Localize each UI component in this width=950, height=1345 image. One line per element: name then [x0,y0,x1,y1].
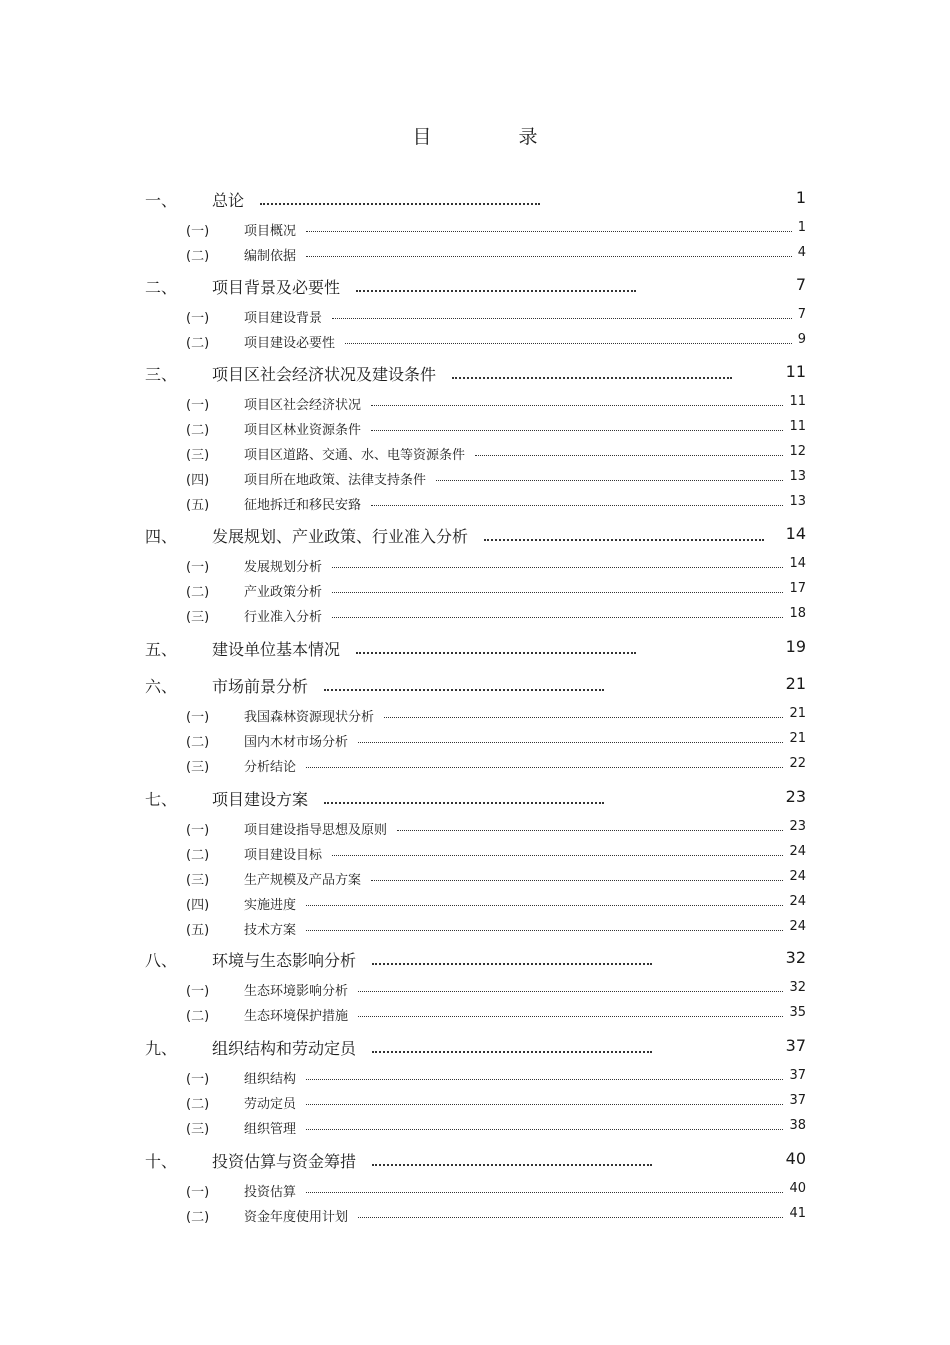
page-number: 12 [789,444,806,459]
toc-subsection-row[interactable] [0,305,950,325]
dot-leader [306,1129,783,1130]
section-title: 环境与生态影响分析 [212,951,357,970]
page-number: 1 [797,220,806,235]
subsection-title: 实施进度 [244,898,297,913]
toc-section-row[interactable] [0,672,950,698]
section-title: 投资估算与资金筹措 [212,1152,357,1171]
subsection-title: 分析结论 [244,760,297,775]
section-number: 九、 [145,1039,178,1058]
section-title: 项目建设方案 [212,790,309,809]
section-title: 项目背景及必要性 [212,278,341,297]
page-number: 7 [797,307,806,322]
dot-leader [356,652,636,654]
dot-leader [306,231,792,232]
subsection-title: 生态环境保护措施 [244,1009,349,1024]
subsection-number: (一) [186,1072,210,1087]
subsection-title: 编制依据 [244,249,297,264]
page-number: 19 [785,637,806,656]
dot-leader [358,1016,783,1017]
dot-leader [358,991,783,992]
subsection-title: 项目概况 [244,224,297,239]
toc-title: 目 录 [412,126,572,148]
toc-subsection-row[interactable] [0,1003,950,1023]
subsection-title: 生态环境影响分析 [244,984,349,999]
toc-subsection-row[interactable] [0,754,950,774]
section-number: 六、 [145,677,178,696]
toc-subsection-row[interactable] [0,1179,950,1199]
subsection-number: (三) [186,610,210,625]
dot-leader [332,592,783,593]
subsection-number: (一) [186,311,210,326]
subsection-title: 国内木材市场分析 [244,735,349,750]
page-number: 32 [785,948,806,967]
dot-leader [372,963,652,965]
section-number: 八、 [145,951,178,970]
subsection-title: 行业准入分析 [244,610,323,625]
section-number: 一、 [145,191,178,210]
section-number: 七、 [145,790,178,809]
page-number: 13 [789,469,806,484]
toc-subsection-row[interactable] [0,1204,950,1224]
subsection-number: (一) [186,224,210,239]
subsection-number: (五) [186,498,210,513]
dot-leader [371,430,783,431]
subsection-title: 项目建设必要性 [244,336,336,351]
toc-subsection-row[interactable] [0,1116,950,1136]
section-title: 组织结构和劳动定员 [212,1039,357,1058]
dot-leader [358,1217,783,1218]
page-number: 23 [785,787,806,806]
page-number: 13 [789,494,806,509]
page-number: 11 [789,394,806,409]
subsection-title: 技术方案 [244,923,297,938]
section-title: 发展规划、产业政策、行业准入分析 [212,527,469,546]
page-number: 23 [789,819,806,834]
page-number: 24 [789,844,806,859]
subsection-number: (二) [186,585,210,600]
toc-section-row[interactable] [0,1034,950,1060]
subsection-title: 发展规划分析 [244,560,323,575]
dot-leader [324,689,604,691]
subsection-title: 生产规模及产品方案 [244,873,362,888]
subsection-title: 项目区社会经济状况 [244,398,362,413]
subsection-number: (二) [186,1097,210,1112]
subsection-number: (三) [186,1122,210,1137]
dot-leader [306,905,783,906]
page-number: 11 [785,362,806,381]
dot-leader [372,1051,652,1053]
toc-section-row[interactable] [0,273,950,299]
page-number: 14 [785,524,806,543]
subsection-number: (一) [186,1185,210,1200]
page-number: 9 [797,332,806,347]
section-title: 建设单位基本情况 [212,640,341,659]
subsection-title: 征地拆迁和移民安臵 [244,498,362,513]
dot-leader [384,717,783,718]
dot-leader [356,290,636,292]
dot-leader [358,742,783,743]
subsection-title: 资金年度使用计划 [244,1210,349,1225]
subsection-number: (五) [186,923,210,938]
dot-leader [397,830,783,831]
subsection-number: (四) [186,898,210,913]
dot-leader [436,480,783,481]
page-number: 37 [789,1093,806,1108]
page-number: 35 [789,1005,806,1020]
toc-subsection-row[interactable] [0,604,950,624]
dot-leader [306,767,783,768]
dot-leader [371,405,783,406]
subsection-title: 项目建设目标 [244,848,323,863]
section-number: 二、 [145,278,178,297]
subsection-number: (三) [186,448,210,463]
page-number: 22 [789,756,806,771]
subsection-title: 投资估算 [244,1185,297,1200]
dot-leader [324,802,604,804]
page-number: 24 [789,919,806,934]
section-number: 五、 [145,640,178,659]
toc-subsection-row[interactable] [0,392,950,412]
toc-subsection-row[interactable] [0,917,950,937]
toc-subsection-row[interactable] [0,867,950,887]
subsection-number: (二) [186,848,210,863]
toc-section-row[interactable] [0,946,950,972]
subsection-number: (二) [186,249,210,264]
subsection-number: (二) [186,1009,210,1024]
page-number: 40 [789,1181,806,1196]
toc-subsection-row[interactable] [0,1091,950,1111]
dot-leader [260,203,540,205]
page-number: 40 [785,1149,806,1168]
page-number: 14 [789,556,806,571]
dot-leader [484,539,764,541]
page-number: 18 [789,606,806,621]
page-number: 38 [789,1118,806,1133]
page-number: 37 [789,1068,806,1083]
page-number: 24 [789,894,806,909]
toc-subsection-row[interactable] [0,243,950,263]
dot-leader [332,567,783,568]
dot-leader [332,318,792,319]
toc-subsection-row[interactable] [0,218,950,238]
dot-leader [475,455,783,456]
toc-subsection-row[interactable] [0,704,950,724]
subsection-number: (三) [186,873,210,888]
toc-subsection-row[interactable] [0,729,950,749]
page-number: 17 [789,581,806,596]
toc-section-row[interactable] [0,785,950,811]
toc-section-row[interactable] [0,635,950,661]
subsection-title: 产业政策分析 [244,585,323,600]
toc-subsection-row[interactable] [0,1066,950,1086]
subsection-number: (一) [186,984,210,999]
dot-leader [371,505,783,506]
page-number: 7 [795,275,806,294]
dot-leader [306,1192,783,1193]
toc-subsection-row[interactable] [0,978,950,998]
toc-subsection-row[interactable] [0,554,950,574]
subsection-number: (二) [186,1210,210,1225]
toc-subsection-row[interactable] [0,892,950,912]
subsection-number: (一) [186,560,210,575]
subsection-number: (一) [186,710,210,725]
toc-section-row[interactable] [0,1147,950,1173]
subsection-title: 组织管理 [244,1122,297,1137]
toc-subsection-row[interactable] [0,442,950,462]
toc-subsection-row[interactable] [0,817,950,837]
dot-leader [332,855,783,856]
section-title: 项目区社会经济状况及建设条件 [212,365,437,384]
dot-leader [345,343,792,344]
subsection-title: 组织结构 [244,1072,297,1087]
page-number: 41 [789,1206,806,1221]
subsection-number: (一) [186,823,210,838]
subsection-title: 项目建设背景 [244,311,323,326]
page-number: 24 [789,869,806,884]
subsection-title: 项目区道路、交通、水、电等资源条件 [244,448,466,463]
subsection-number: (二) [186,423,210,438]
subsection-number: (四) [186,473,210,488]
toc-section-row[interactable] [0,522,950,548]
page-number: 4 [797,245,806,260]
dot-leader [306,1079,783,1080]
dot-leader [372,1164,652,1166]
subsection-number: (二) [186,336,210,351]
toc-subsection-row[interactable] [0,467,950,487]
dot-leader [306,256,792,257]
dot-leader [332,617,783,618]
subsection-title: 项目所在地政策、法律支持条件 [244,473,427,488]
page-number: 21 [785,674,806,693]
dot-leader [306,1104,783,1105]
section-number: 三、 [145,365,178,384]
subsection-number: (二) [186,735,210,750]
toc-subsection-row[interactable] [0,417,950,437]
toc-section-row[interactable] [0,360,950,386]
subsection-title: 劳动定员 [244,1097,297,1112]
section-title: 市场前景分析 [212,677,309,696]
toc-subsection-row[interactable] [0,330,950,350]
page-number: 21 [789,731,806,746]
section-number: 四、 [145,527,178,546]
page-number: 21 [789,706,806,721]
toc-subsection-row[interactable] [0,842,950,862]
page-number: 1 [795,188,806,207]
toc-section-row[interactable] [0,186,950,212]
section-number: 十、 [145,1152,178,1171]
subsection-title: 项目建设指导思想及原则 [244,823,388,838]
page-number: 37 [785,1036,806,1055]
page-number: 11 [789,419,806,434]
toc-subsection-row[interactable] [0,579,950,599]
dot-leader [371,880,783,881]
subsection-number: (三) [186,760,210,775]
section-title: 总论 [212,191,245,210]
dot-leader [452,377,732,379]
subsection-title: 项目区林业资源条件 [244,423,362,438]
toc-subsection-row[interactable] [0,492,950,512]
subsection-title: 我国森林资源现状分析 [244,710,375,725]
dot-leader [306,930,783,931]
page-number: 32 [789,980,806,995]
subsection-number: (一) [186,398,210,413]
